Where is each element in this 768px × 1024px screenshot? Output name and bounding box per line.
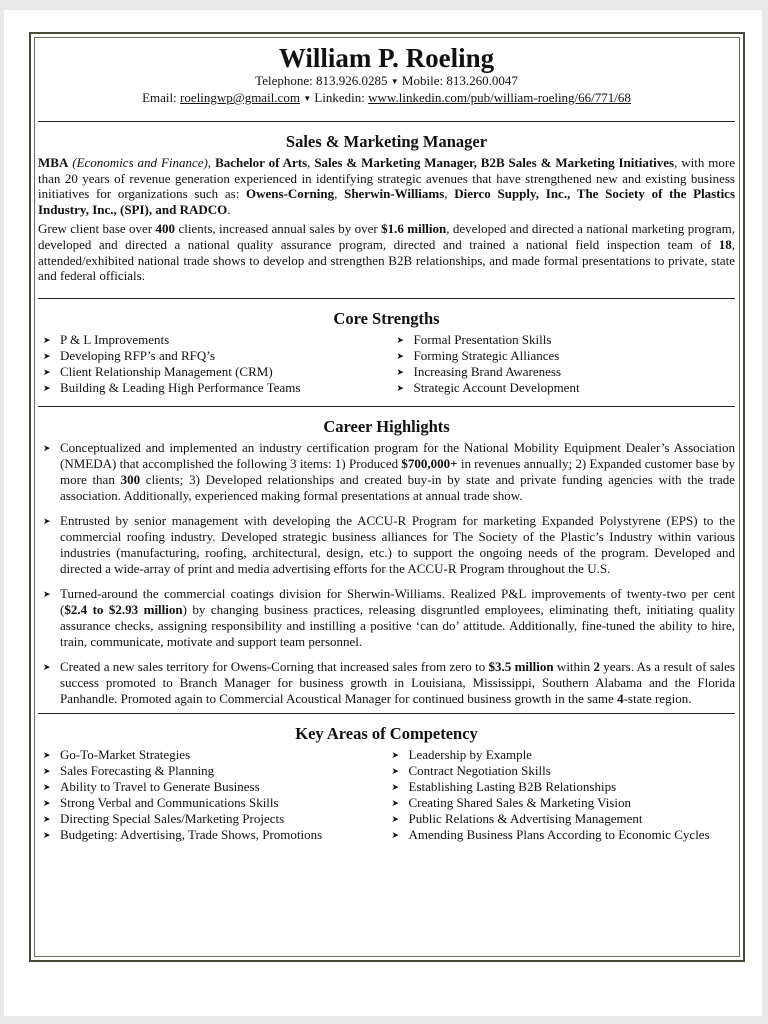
arrow-bullet-icon: ➤ — [43, 588, 51, 599]
competency-title: Key Areas of Competency — [295, 723, 478, 743]
list-item-text: Sales Forecasting & Planning — [60, 762, 215, 778]
text-run: years. As a result of sales success promoted to Branch Manager for business growth in Louisiana, Mississippi, Southern Alabama and the Florida Panhandle. Promoted again to Commercial Acoustical Manager for continued business growth in the same — [60, 658, 735, 706]
text-run: Grew client base over — [38, 221, 156, 237]
list-item-text: Contract Negotiation Skills — [408, 762, 551, 778]
list-item-text: Forming Strategic Alliances — [413, 347, 560, 363]
list-item — [387, 747, 736, 763]
text-run: , — [207, 155, 216, 170]
list-item-text: Ability to Travel to Generate Business — [60, 778, 260, 794]
text-run: Owens-Corning — [246, 186, 335, 202]
text-run: (Economics and Finance) — [72, 155, 208, 170]
text-run: ) by changing business practices, releasing disgruntled employees, eliminating theft, initiating quality assurance checks, assigning responsibility and instilling a positive ‘can do’ attitude. Additionally, fine-tuned the ability to hire, train, communicate, motivate and support team personnel. — [60, 601, 735, 649]
text-run: . — [227, 201, 231, 217]
list-item — [38, 763, 387, 779]
career-highlight-item — [38, 440, 735, 504]
text-run: , — [444, 186, 455, 202]
summary-paragraph-1 — [38, 155, 735, 217]
text-run: $700,000+ — [401, 455, 458, 471]
arrow-bullet-icon: ➤ — [396, 334, 405, 345]
list-item-text: Building & Leading High Performance Teams — [60, 379, 301, 395]
text-run: , attended/exhibited national trade shows to develop and strengthen B2B relationships, and made formal presentations to private, state and federal officials. — [38, 236, 735, 284]
email-link[interactable]: roelingwp@gmail.com — [180, 90, 300, 105]
list-item — [38, 795, 387, 811]
resume-content — [38, 43, 735, 843]
text-run: MBA — [38, 155, 69, 170]
list-item — [38, 348, 382, 364]
list-item — [38, 811, 387, 827]
list-item-text: Public Relations & Advertising Management — [408, 810, 643, 826]
list-item-text: Directing Special Sales/Marketing Projects — [60, 810, 285, 826]
text-run: Sales & Marketing Manager, B2B Sales & Marketing Initiatives — [314, 155, 675, 170]
arrow-bullet-icon: ➤ — [396, 382, 405, 393]
arrow-bullet-icon: ➤ — [43, 797, 51, 808]
list-item-text: Client Relationship Management (CRM) — [60, 363, 273, 379]
list-item-text: Leadership by Example — [408, 746, 532, 762]
list-item — [38, 779, 387, 795]
summary-title: Sales & Marketing Manager — [285, 132, 488, 151]
list-item-text: Formal Presentation Skills — [413, 331, 552, 347]
arrow-bullet-icon: ➤ — [396, 350, 405, 361]
career-highlights-title: Career Highlights — [323, 416, 450, 436]
arrow-bullet-icon: ➤ — [43, 334, 51, 345]
career-highlight-item — [38, 586, 735, 650]
text-run: , — [334, 186, 345, 202]
list-item — [392, 380, 736, 396]
competency-list — [38, 747, 735, 843]
list-item-text: Budgeting: Advertising, Trade Shows, Promotions — [60, 826, 323, 842]
list-item-text: Go-To-Market Strategies — [60, 746, 191, 762]
text-run: clients, increased annual sales by over — [175, 221, 382, 237]
competency-left — [38, 747, 387, 843]
telephone-label: Telephone: — [255, 73, 313, 88]
email-label: Email: — [142, 90, 177, 105]
text-run: Bachelor of Arts — [215, 155, 308, 170]
list-item — [392, 332, 736, 348]
core-strengths-right — [382, 332, 736, 396]
list-item-text: P & L Improvements — [60, 331, 170, 347]
arrow-bullet-icon: ➤ — [391, 781, 400, 792]
arrow-bullet-icon: ➤ — [43, 749, 51, 760]
divider — [38, 298, 735, 299]
arrow-bullet-icon: ➤ — [396, 366, 405, 377]
list-item-text: Amending Business Plans According to Economic Cycles — [408, 826, 710, 842]
text-run: Sherwin-Williams — [344, 186, 445, 202]
text-run: , developed and directed a national marketing program, developed and directed a national quality assurance program, directed and trained a national field inspection team of — [38, 221, 735, 252]
divider — [38, 121, 735, 122]
text-run: 300 — [120, 471, 141, 487]
arrow-bullet-icon: ➤ — [43, 813, 51, 824]
list-item-text: Strategic Account Development — [413, 379, 580, 395]
separator-icon: ▼ — [303, 94, 312, 103]
text-run: 4 — [617, 690, 624, 706]
text-run: -state region. — [623, 690, 692, 706]
text-run: $2.4 to $2.93 million — [64, 601, 183, 617]
arrow-bullet-icon: ➤ — [43, 781, 51, 792]
list-item-text: Creating Shared Sales & Marketing Vision — [408, 794, 631, 810]
list-item — [38, 827, 387, 843]
text-run: 2 — [593, 658, 600, 674]
list-item — [387, 827, 736, 843]
divider — [38, 713, 735, 714]
text-run: $3.5 million — [488, 658, 554, 674]
text-run: Conceptualized and implemented an industry certification program for the National Mobility Equipment Dealer’s Association (NMEDA) that accomplished the following 3 items: 1) Produced — [60, 439, 735, 471]
list-item-text: Establishing Lasting B2B Relationships — [408, 778, 617, 794]
list-item — [38, 364, 382, 380]
summary-paragraph-2 — [38, 221, 735, 283]
text-run: , with more than 20 years of revenue generation experienced in identifying strategic avenues that have strengthened new and existing business initiatives for organizations such as: — [38, 155, 736, 202]
list-item — [387, 763, 736, 779]
list-item — [38, 747, 387, 763]
arrow-bullet-icon: ➤ — [391, 749, 400, 760]
arrow-bullet-icon: ➤ — [43, 515, 51, 526]
career-highlights-list — [38, 440, 735, 707]
text-run: 18 — [718, 236, 732, 252]
arrow-bullet-icon: ➤ — [43, 366, 51, 377]
text-run: Created a new sales territory for Owens-Corning that increased sales from zero to — [60, 658, 489, 674]
arrow-bullet-icon: ➤ — [391, 829, 400, 840]
core-strengths-title: Core Strengths — [333, 308, 440, 328]
telephone-number: 813.926.0285 — [315, 73, 388, 88]
career-highlight-item — [38, 659, 735, 707]
linkedin-link[interactable]: www.linkedin.com/pub/william-roeling/66/771/68 — [368, 90, 631, 105]
arrow-bullet-icon: ➤ — [391, 797, 400, 808]
text-run: within — [553, 658, 594, 674]
divider — [38, 406, 735, 407]
text-run: in revenues annually; 2) Expanded customer base by more than — [60, 455, 735, 487]
text-run: 400 — [155, 221, 176, 237]
mobile-number: 813.260.0047 — [446, 73, 518, 88]
list-item-text: Increasing Brand Awareness — [413, 363, 562, 379]
core-strengths-left — [38, 332, 382, 396]
arrow-bullet-icon: ➤ — [391, 765, 400, 776]
linkedin-label: Linkedin: — [314, 90, 365, 105]
resume-page — [4, 10, 762, 1016]
arrow-bullet-icon: ➤ — [391, 813, 400, 824]
contact-phone-line — [38, 73, 735, 90]
arrow-bullet-icon: ➤ — [43, 661, 51, 672]
arrow-bullet-icon: ➤ — [43, 382, 51, 393]
text-run: , — [307, 155, 315, 170]
contact-web-line — [38, 90, 735, 107]
list-item — [38, 332, 382, 348]
list-item — [392, 348, 736, 364]
text-run: clients; 3) Developed relationships and created buy-in by state and private funding agencies with the trade association. Additionally, experienced making formal presentations at annual trade show. — [60, 471, 735, 503]
list-item — [392, 364, 736, 380]
arrow-bullet-icon: ➤ — [43, 442, 51, 453]
list-item-text: Developing RFP’s and RFQ’s — [60, 347, 215, 363]
arrow-bullet-icon: ➤ — [43, 829, 51, 840]
list-item — [38, 380, 382, 396]
separator-icon: ▼ — [390, 77, 399, 86]
mobile-label: Mobile: — [401, 73, 444, 88]
arrow-bullet-icon: ➤ — [43, 350, 51, 361]
list-item-text: Strong Verbal and Communications Skills — [60, 794, 279, 810]
competency-right — [387, 747, 736, 843]
career-highlight-item — [38, 513, 735, 577]
text-run: Entrusted by senior management with developing the ACCU-R Program for marketing Expanded Polystyrene (EPS) to the commercial roofing industry. Developed strategic business alliances for The Society of the Plastic’s Industry within various industries (manufacturing, roofing, architectural, design, etc.) to support the ongoing needs of the program. Developed and directed a wide-array of print and media advertising efforts for the ACCU-R Program throughout the U.S. — [60, 512, 735, 576]
text-run: $1.6 million — [381, 221, 447, 237]
text-run: Dierco Supply, Inc., The Society of the Plastics Industry, Inc., (SPI), and RADCO — [38, 186, 736, 217]
list-item — [387, 779, 736, 795]
list-item — [387, 811, 736, 827]
core-strengths-list — [38, 332, 735, 396]
list-item — [387, 795, 736, 811]
candidate-name: William P. Roeling — [278, 43, 495, 73]
text-run: Turned-around the commercial coatings division for Sherwin-Williams. Realized P&L improvements of twenty-two per cent ( — [60, 585, 735, 617]
arrow-bullet-icon: ➤ — [43, 765, 51, 776]
